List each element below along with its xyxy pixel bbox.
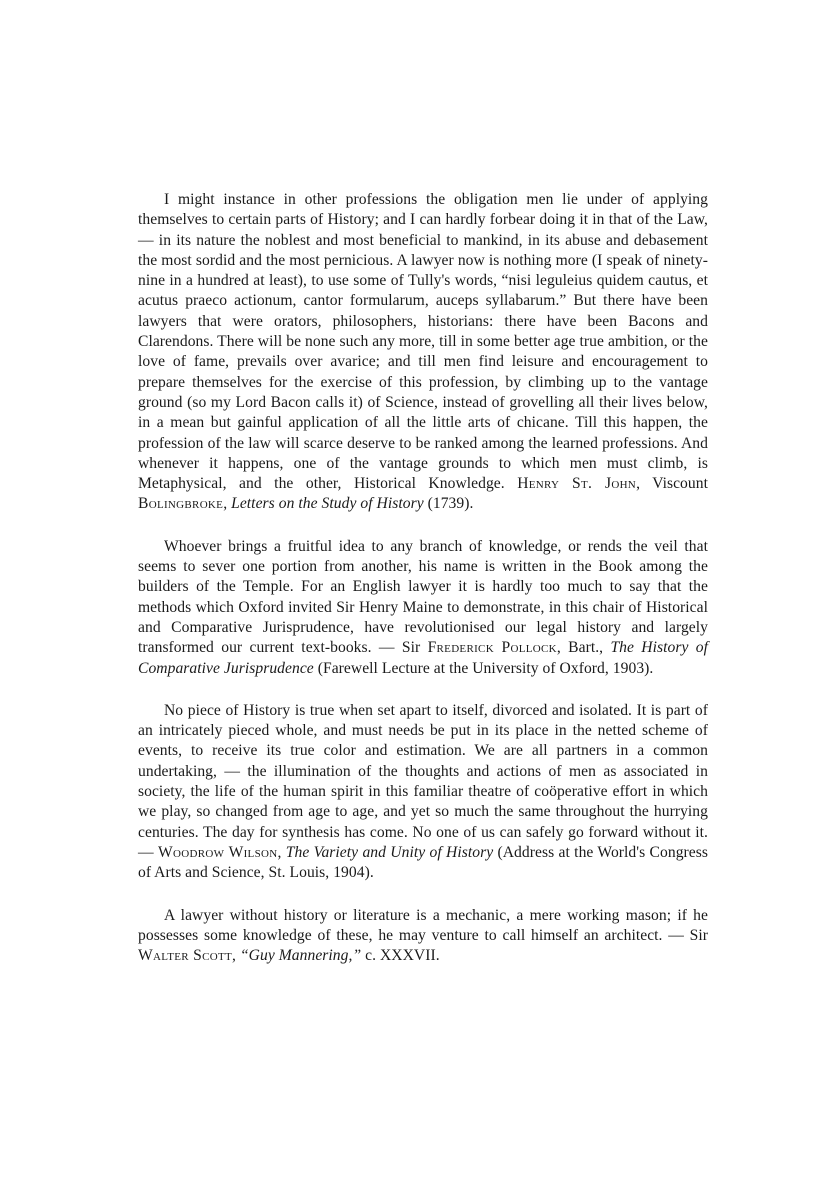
quote-text: No piece of History is true when set apart to itself, divorced and isolated. It is part of an intricately pieced whole, and must needs be put in its place in the netted scheme of events, to receive its true color and estimation. We are all partners in a common undertaking, — the illumination of the thoughts and actions of men as associated in society, the life of the human spirit in this familiar theatre of coöperative effort in which we play, so changed from age to age, and yet so much the same throughout the hurrying centuries. The day for synthesis has come. No one of us can safely go forward without it. — (138, 701, 708, 861)
quote-details: (Address at the World's Congress of Arts and Science, St. Louis, 1904). (138, 843, 708, 882)
quote-details: c. XXXVII. (361, 947, 440, 965)
quote-author-suffix: , Bart., (556, 639, 611, 657)
quote-author: Walter Scott (138, 947, 233, 965)
quote-text: A lawyer without history or literature is a mechanic, a mere working mason; if he possesses some knowledge of these, he may venture to call himself an architect. — Sir (138, 906, 708, 944)
quote-text: Whoever brings a fruitful idea to any branch of knowledge, or rends the veil that seems to sever one portion from another, his name is written in the Book among the builders of the Temple. For an English lawyer it is hardly too much to say that the methods which Oxford invited Sir Henry Maine to demonstrate, in this chair of Historical and Comparative Jurisprudence, have revolutionised our legal history and largely transformed our current text-books. — Sir (138, 537, 708, 657)
quote-details: (Farewell Lecture at the University of Oxford, 1903). (313, 659, 654, 677)
quote-text: I might instance in other professions the obligation men lie under of applying themselves to certain parts of History; and I can hardly forbear doing it in that of the Law, — in its nature the noblest and most beneficial to mankind, in its abuse and debasement the most sordid and the most pernicious. A lawyer now is nothing more (I speak of ninety-nine in a hundred at least), to use some of Tully's words, “nisi leguleius quidem cautus, et acutus praeco actionum, cantor formularum, auceps syllabarum.” But there have been lawyers that were orators, philosophers, historians: there have been Bacons and Clarendons. There will be none such any more, till in some better age true ambition, or the love of fame, prevails over avarice; and till men find leisure and encouragement to prepare themselves for the exercise of this profession, by climbing up to the vantage ground (so my Lord Bacon calls it) of Science, instead of grovelling all their lives below, in a mean but gainful application of all the little arts of chicane. Till this happen, the profession of the law will scarce deserve to be ranked among the learned professions. And whenever it happens, one of the vantage grounds to which men must climb, is Metaphysical, and the other, Historical Knowledge. (138, 191, 708, 493)
quote-author-suffix: , Viscount (636, 475, 708, 493)
quote-title-name: Bolingbroke (138, 495, 224, 513)
quote-author: Henry St. John (517, 475, 637, 493)
page-content (138, 190, 708, 966)
quote-work: The Variety and Unity of History (285, 843, 494, 861)
quote-details: (1739). (423, 495, 474, 513)
quote-work: Letters on the Study of History (231, 495, 424, 513)
quote-author-suffix: , (232, 947, 240, 965)
quote-scott (138, 906, 708, 967)
quote-author: Frederick Pollock (427, 639, 557, 657)
quote-work-prefix: , (223, 495, 232, 513)
quote-work: “Guy Mannering,” (239, 947, 362, 965)
quote-author: Woodrow Wilson (157, 843, 278, 861)
quote-pollock (138, 537, 708, 679)
quote-work: The History of Comparative Jurisprudence (138, 639, 708, 677)
quote-bolingbroke (138, 190, 708, 515)
quote-author-suffix: , (277, 843, 286, 861)
quote-wilson (138, 701, 708, 884)
